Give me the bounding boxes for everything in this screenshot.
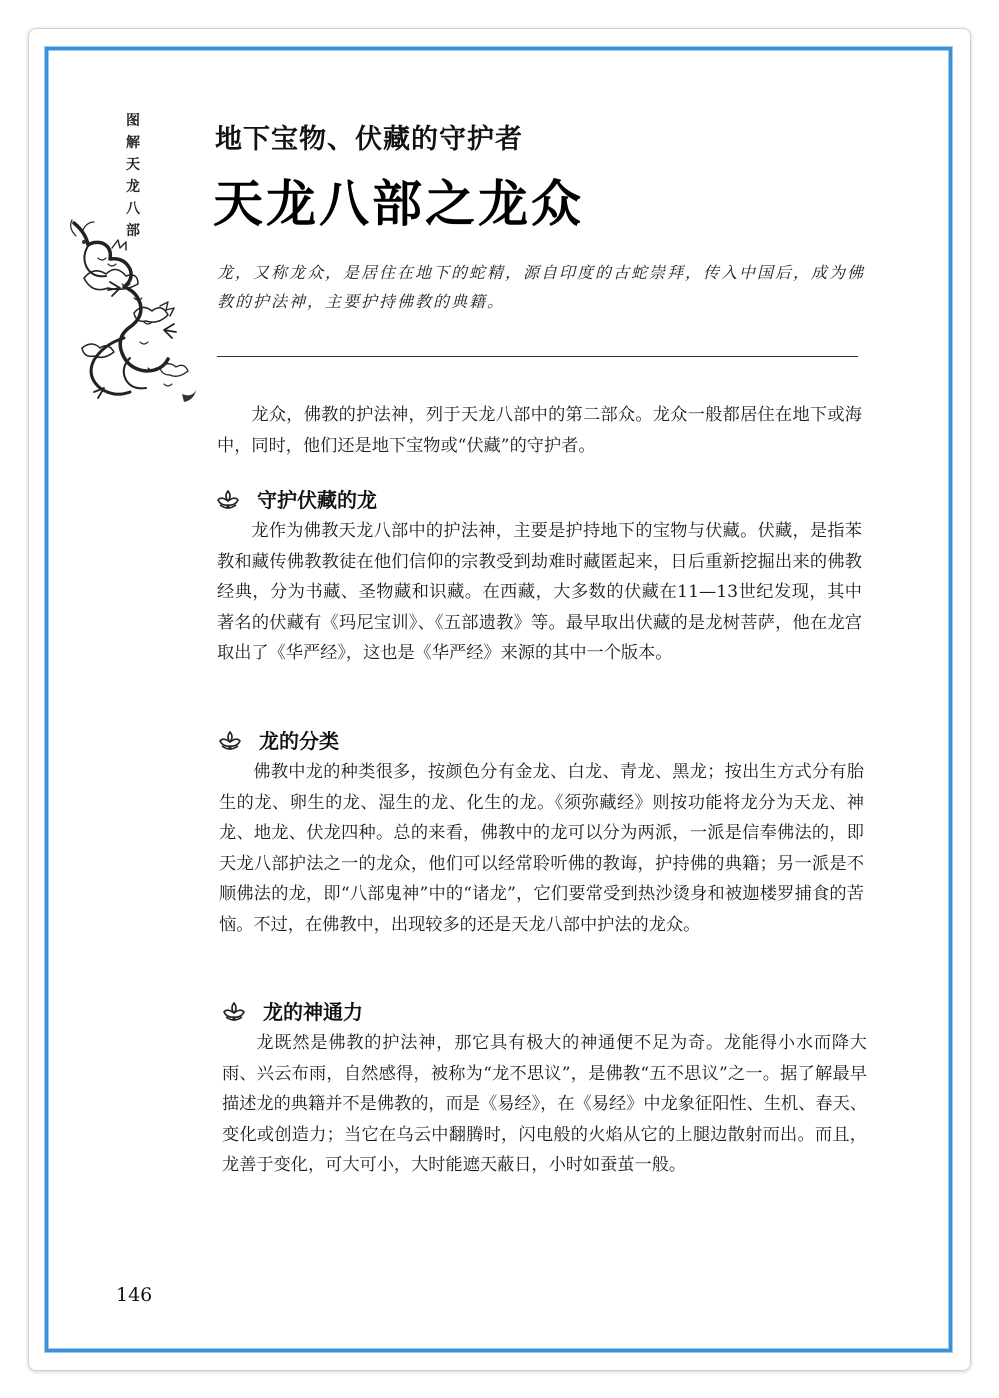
side-title-char: 图	[126, 113, 140, 129]
section-paragraph: 佛教中龙的种类很多，按颜色分有金龙、白龙、青龙、黑龙；按出生方式分有胎生的龙、卵生的龙、湿生的龙、化生的龙。《须弥藏经》则按功能将龙分为天龙、神龙、地龙、伏龙四种。总的来看，佛教中的龙可以分为两派，一派是信奉佛法的，即天龙八部护法之一的龙众，他们可以经常聆听佛的教诲，护持佛的典籍；另一派是不顺佛法的龙，即“八部鬼神”中的“诸龙”，它们要常受到热沙烫身和被迦楼罗捕食的苦恼。不过，在佛教中，出现较多的还是天龙八部中护法的龙众。	[219, 762, 864, 935]
intro-paragraph: 龙，又称龙众，是居住在地下的蛇精，源自印度的古蛇崇拜，传入中国后，成为佛教的护法神，主要护持佛教的典籍。	[217, 263, 866, 311]
section-paragraph: 龙作为佛教天龙八部中的护法神，主要是护持地下的宝物与伏藏。伏藏，是指苯教和藏传佛教教徒在他们信仰的宗教受到劫难时藏匿起来，日后重新挖掘出来的佛教经典，分为书藏、圣物藏和识藏。在西藏，大多数的伏藏在11—13世纪发现，其中著名的伏藏有《玛尼宝训》、《五部遗教》等。最早取出伏藏的是龙树菩萨，他在龙宫取出了《华严经》，这也是《华严经》来源的其中一个版本。	[217, 521, 862, 663]
section-heading	[216, 484, 377, 512]
section-paragraph: 龙既然是佛教的护法神，那它具有极大的神通便不足为奇。龙能得小水而降大雨、兴云布雨，自然感得，被称为“龙不思议”，是佛教“五不思议”之一。据了解最早描述龙的典籍并不是佛教的，而是《易经》，在《易经》中龙象征阳性、生机、春天、变化或创造力；当它在乌云中翻腾时，闪电般的火焰从它的上腿边散射而出。而且，龙善于变化，可大可小，大时能遮天蔽日，小时如蚕茧一般。	[222, 1033, 867, 1175]
section-heading-label: 龙的神通力	[262, 1000, 363, 1024]
lotus-icon	[218, 729, 242, 751]
page-subtitle: 地下宝物、伏藏的守护者	[215, 124, 523, 155]
side-title-char: 八	[126, 201, 140, 217]
lotus-icon	[222, 1000, 246, 1022]
side-title-char: 天	[126, 157, 140, 173]
side-title-char: 解	[126, 135, 140, 151]
dragon-illustration	[64, 218, 214, 418]
lotus-icon	[216, 488, 240, 510]
page-number: 146	[116, 1284, 153, 1306]
divider	[217, 356, 858, 357]
section-heading	[222, 996, 363, 1024]
section-heading	[218, 725, 339, 753]
section-heading-label: 守护伏藏的龙	[256, 488, 377, 512]
side-title-char: 龙	[126, 179, 140, 195]
side-title-char: 部	[126, 223, 140, 239]
page-title: 天龙八部之龙众	[213, 175, 584, 233]
section-heading-label: 龙的分类	[258, 729, 339, 753]
opening-paragraph: 龙众，佛教的护法神，列于天龙八部中的第二部众。龙众一般都居住在地下或海中，同时，他们还是地下宝物或“伏藏”的守护者。	[217, 405, 862, 456]
